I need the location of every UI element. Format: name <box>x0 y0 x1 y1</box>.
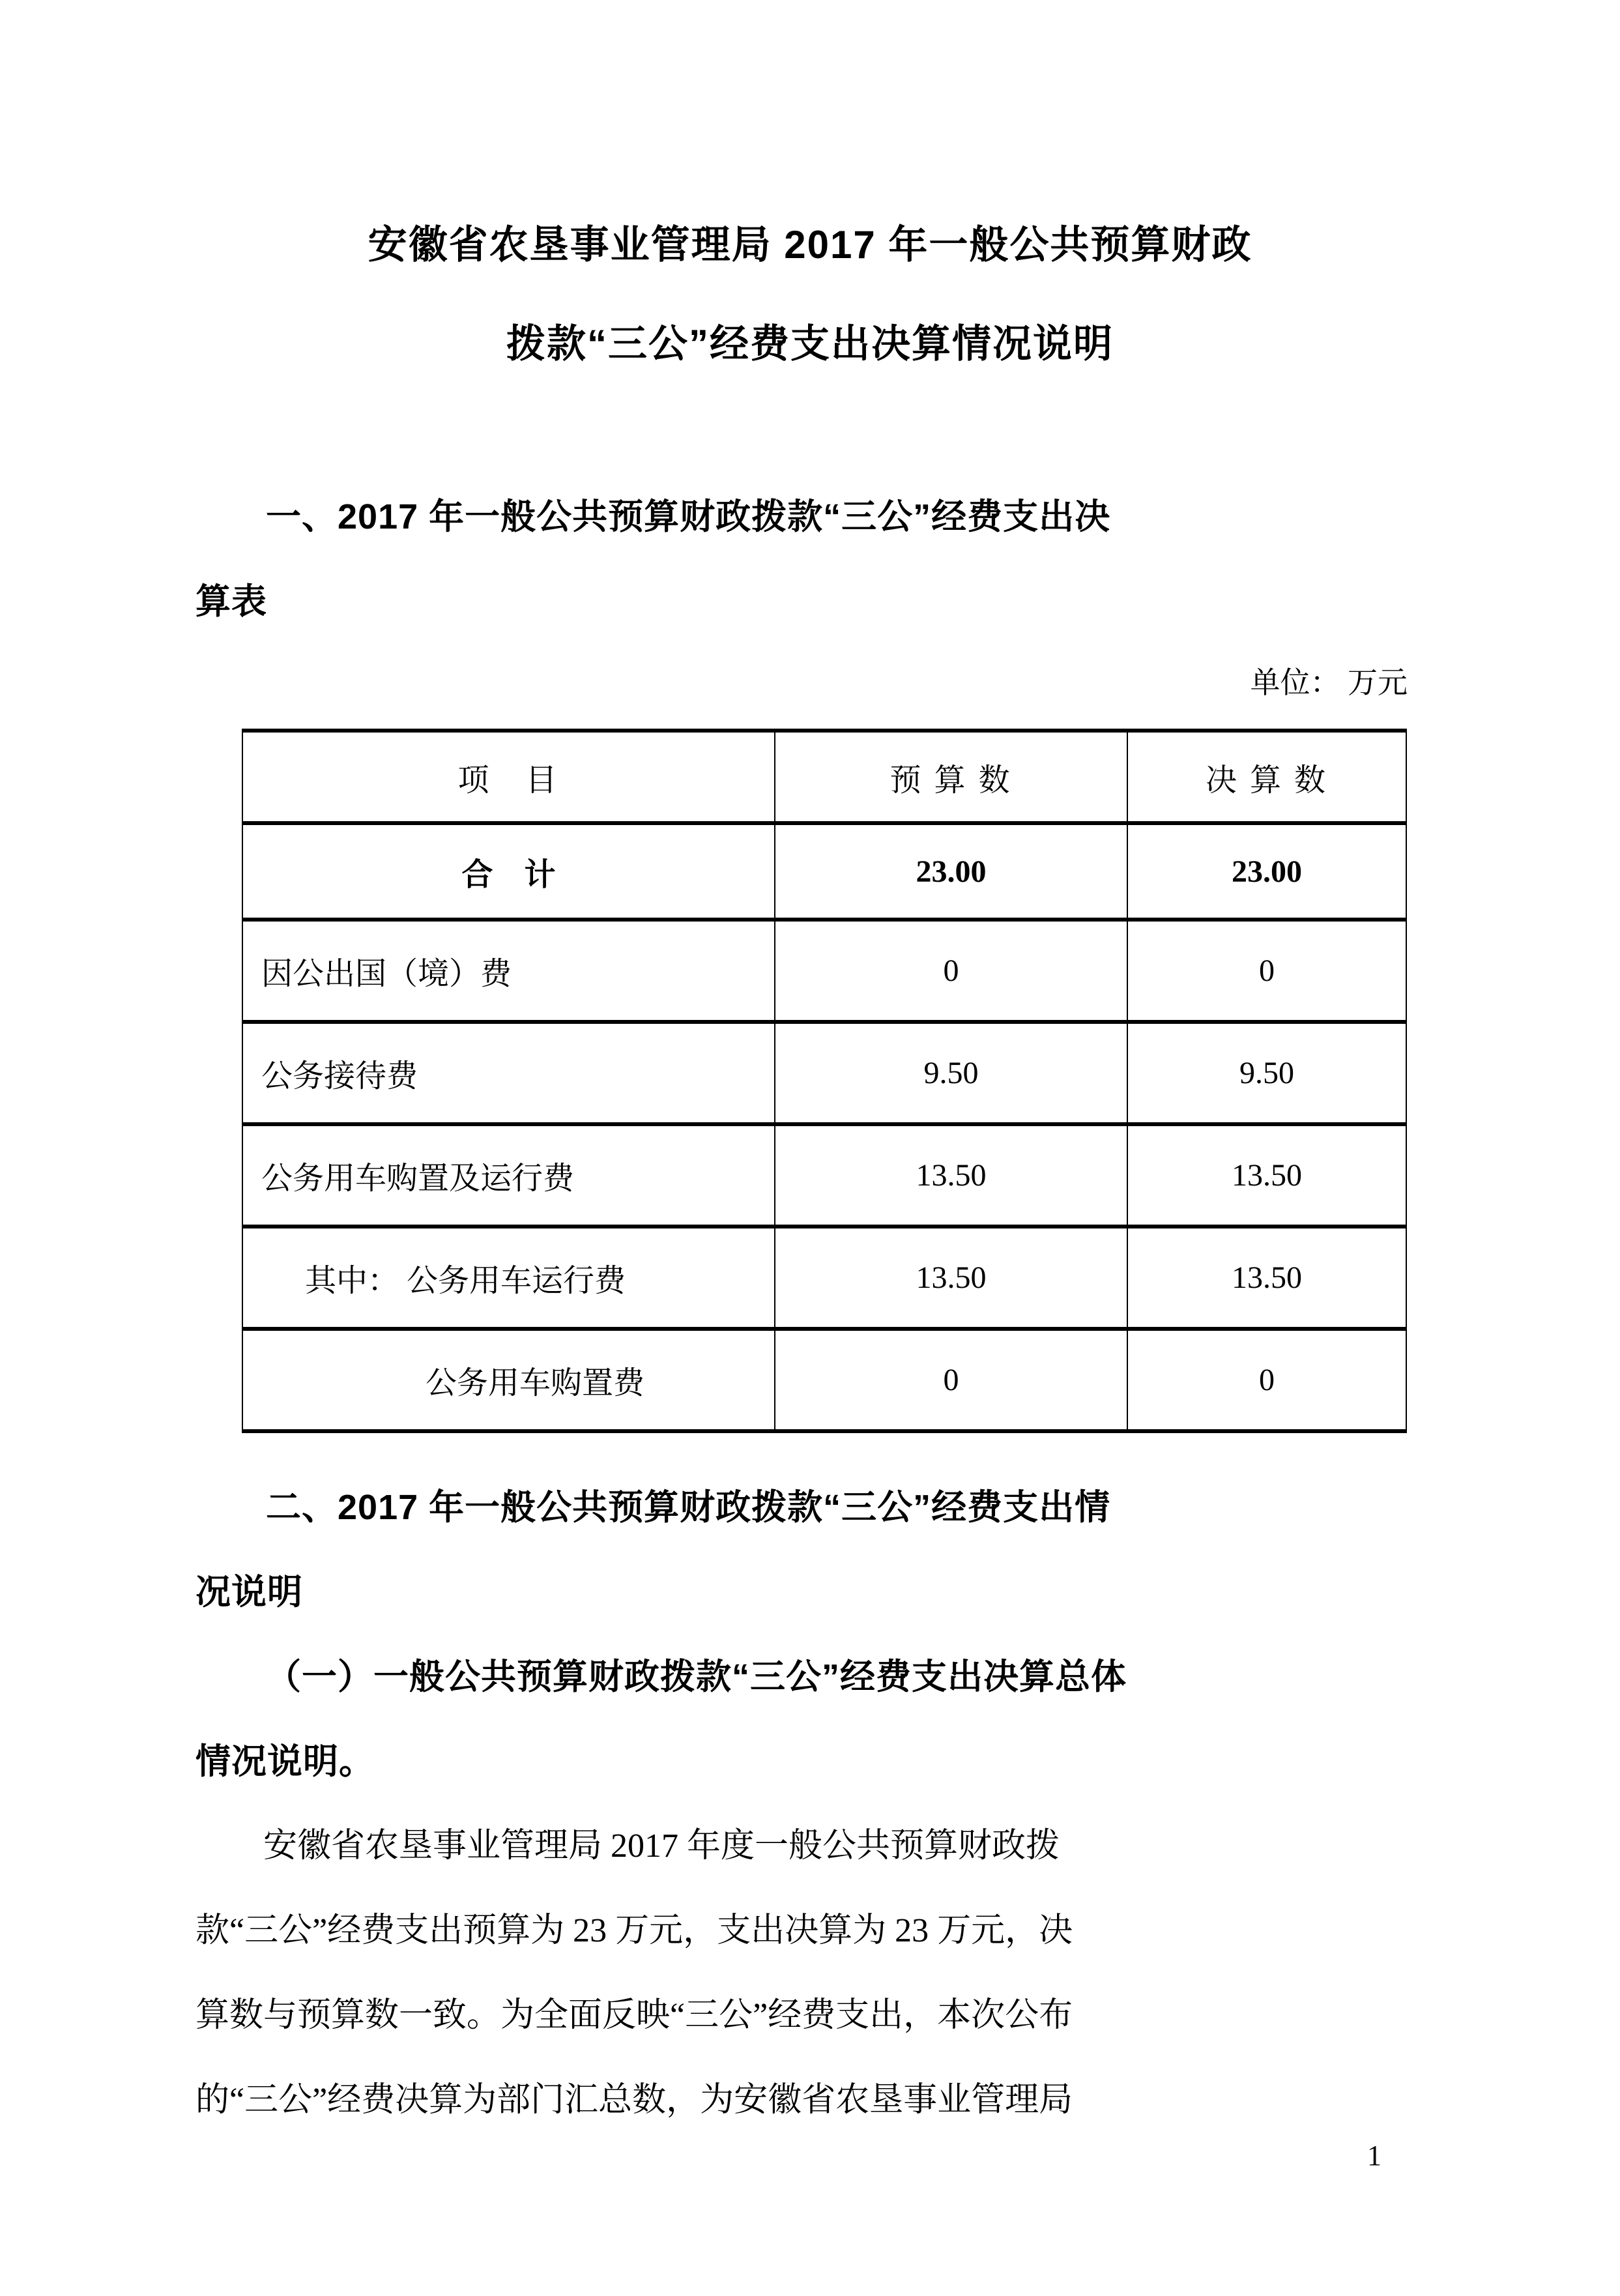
table-row-reception <box>242 1022 1406 1124</box>
table-unit-label: 单位： 万元 <box>1250 666 1408 699</box>
table-cell-item: 公务用车购置及运行费 <box>242 1124 775 1227</box>
section2-heading-line-2: 况说明 <box>195 1573 303 1612</box>
paragraph-line-4: 的“三公”经费决算为部门汇总数，为安徽省农垦事业管理局 <box>195 2082 1073 2119</box>
table-cell-final: 13.50 <box>1127 1227 1406 1329</box>
table-cell-budget: 9.50 <box>775 1022 1127 1124</box>
table-cell-budget: 0 <box>775 1329 1127 1431</box>
table-cell-budget: 0 <box>775 920 1127 1022</box>
section1-heading <box>195 474 1427 644</box>
section1-heading-line-1: 一、2017 年一般公共预算财政拨款“三公”经费支出决 <box>266 497 1111 536</box>
section2-subheading <box>195 1635 1427 1804</box>
paragraph-line-3: 算数与预算数一致。为全面反映“三公”经费支出，本次公布 <box>195 1997 1073 2034</box>
table-cell-final: 9.50 <box>1127 1022 1406 1124</box>
table-cell-final: 23.00 <box>1127 823 1406 920</box>
table-cell-final: 0 <box>1127 1329 1406 1431</box>
section2-subheading-line-1: （一）一般公共预算财政拨款“三公”经费支出决算总体 <box>266 1657 1127 1696</box>
table-row-vehicle-purchase <box>242 1329 1406 1431</box>
three-public-expenses-table <box>242 729 1407 1433</box>
table-cell-final: 13.50 <box>1127 1124 1406 1227</box>
table-cell-item: 公务用车购置费 <box>242 1329 775 1431</box>
paragraph-line-1: 安徽省农垦事业管理局 2017 年度一般公共预算财政拨 <box>263 1827 1060 1865</box>
table-cell-item: 其中： 公务用车运行费 <box>242 1227 775 1329</box>
table-cell-item: 因公出国（境）费 <box>242 920 775 1022</box>
table-cell-budget: 13.50 <box>775 1124 1127 1227</box>
table-header-budget: 预 算 数 <box>775 731 1127 823</box>
table-cell-final: 0 <box>1127 920 1406 1022</box>
document-title-line-2: 拨款“三公”经费支出决算情况说明 <box>506 322 1114 366</box>
table-header-row <box>242 731 1406 823</box>
paragraph-line-2: 款“三公”经费支出预算为 23 万元，支出决算为 23 万元，决 <box>195 1912 1073 1949</box>
section2-subheading-line-2: 情况说明。 <box>195 1742 375 1781</box>
table-cell-item: 合 计 <box>242 823 775 920</box>
table-header-final: 决 算 数 <box>1127 731 1406 823</box>
document-title-line-1: 安徽省农垦事业管理局 2017 年一般公共预算财政 <box>368 223 1252 267</box>
page-number: 1 <box>1367 2140 1381 2172</box>
section2-paragraph <box>195 1804 1427 2143</box>
table-row-vehicle-operation <box>242 1227 1406 1329</box>
section1-heading-line-2: 算表 <box>195 582 267 621</box>
section2-heading <box>195 1465 1427 1635</box>
table-row-total <box>242 823 1406 920</box>
table-cell-item: 公务接待费 <box>242 1022 775 1124</box>
table-row-vehicle-total <box>242 1124 1406 1227</box>
section2-heading-line-1: 二、2017 年一般公共预算财政拨款“三公”经费支出情 <box>266 1488 1111 1527</box>
document-title <box>0 196 1620 394</box>
table-cell-budget: 13.50 <box>775 1227 1127 1329</box>
table-header-item: 项 目 <box>242 731 775 823</box>
table-row-abroad <box>242 920 1406 1022</box>
table-cell-budget: 23.00 <box>775 823 1127 920</box>
